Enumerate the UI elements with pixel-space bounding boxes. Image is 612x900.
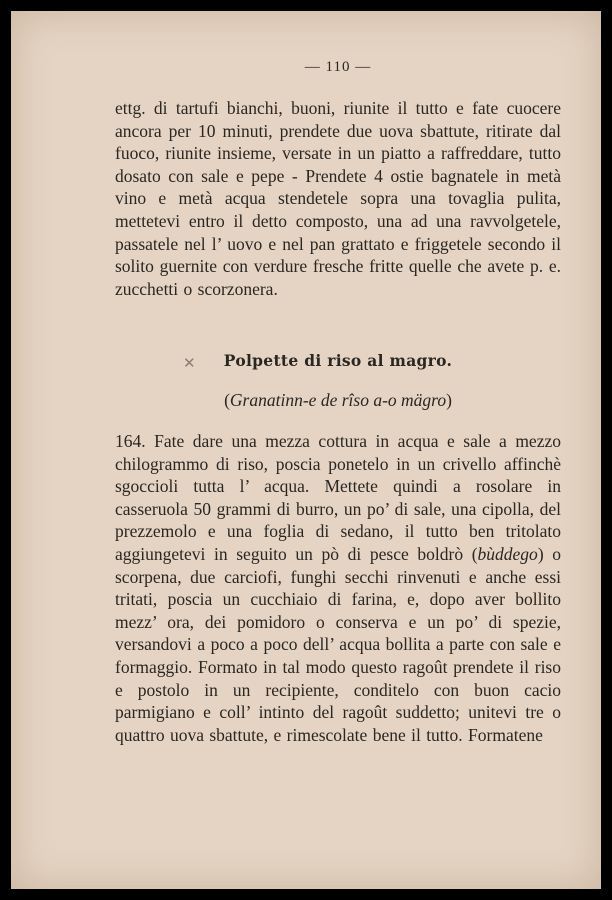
- subtitle-close-paren: ): [446, 390, 452, 410]
- book-page: [11, 11, 601, 889]
- recipe-body-part-2: ) o scorpena, due carciofi, funghi secchi rinvenuti e anche essi tritati, poscia un cucchiaio di farina, e, dopo aver bollito mezz’ ora, dei pomidoro o conserva e un po’ di spezie, versandovi a poco a poco dell’ acqua bollita a parte con sale e formaggio. Formato in tal modo questo ragoût prendete il riso e postolo in un recipiente, conditelo con buon cacio parmigiano e coll’ intinto del ragoût suddetto; unitevi tre o quattro uova sbattute, e rimescolate bene il tutto. Formatene: [115, 543, 562, 745]
- recipe-subtitle: [115, 390, 561, 411]
- recipe-body: [115, 430, 561, 746]
- recipe-body-italic-term: bùddego: [477, 543, 538, 564]
- recipe-title: Polpette di riso al magro.: [223, 351, 453, 370]
- subtitle-open-paren: (: [224, 390, 230, 410]
- pencil-mark-icon: ✕: [183, 354, 196, 372]
- recipe-body-part-1: 164. Fate dare una mezza cottura in acqua e sale a mezzo chilogrammo di riso, poscia ponetelo in un crivello affinchè sgoccioli tutta l’ acqua. Mettete quindi a rosolare in casseruola 50 grammi di burro, un po’ di sale, una cipolla, del prezzemolo e una foglia di sedano, il tutto ben tritolato aggiungetevi in seguito un pò di pesce boldrò (: [115, 431, 561, 564]
- page-number: — 110 —: [304, 59, 372, 75]
- subtitle-dialect-name: Granatinn-e de rîso a-o mägro: [229, 390, 447, 410]
- paragraph-continuation: ettg. di tartufi bianchi, buoni, riunite il tutto e fate cuocere ancora per 10 minuti, prendete due uova sbattute, ritirate dal fuoco, riunite insieme, versate in un piatto a raffreddare, tutto dosato con sale e pepe - Prendete 4 ostie bagnatele in metà vino e metà acqua stendetele sopra una tovaglia pulita, mettetevi entro il detto composto, una ad una ravvolgetele, passatele nel l’ uovo e nel pan grattato e friggetele secondo il solito guernite con verdure fresche fritte quelle che avete p. e. zucchetti o scorzonera.: [115, 98, 561, 299]
